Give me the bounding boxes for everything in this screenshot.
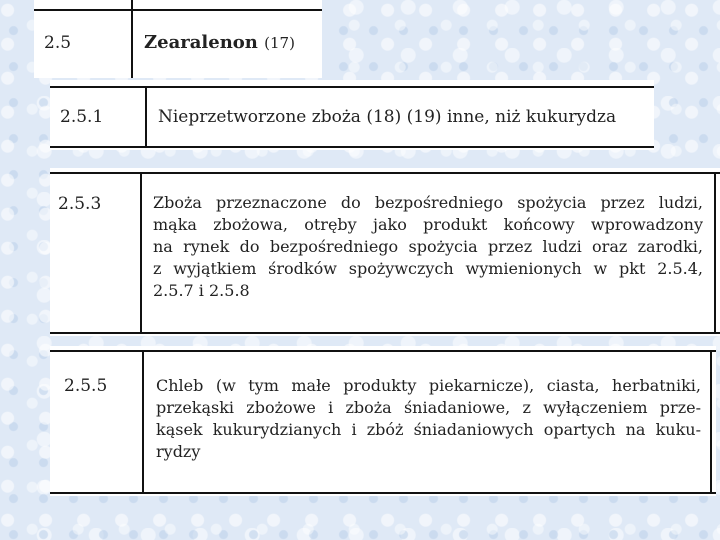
- column-divider: [131, 0, 133, 78]
- footnote-19: (19): [406, 107, 442, 127]
- text-line-3: kąsek kukurydzianych i zbóż śniadaniowych opartych na kuku-: [156, 420, 701, 439]
- text-line-5: 2.5.7 i 2.5.8: [153, 281, 250, 300]
- text-line-2: mąka zbożowa, otręby jako produkt końcowy wprowadzony: [153, 215, 703, 234]
- row-text: [156, 375, 701, 463]
- text-line-2: przekąski zbożowe i zboża śniadaniowe, z wyłączeniem prze-: [156, 398, 701, 417]
- column-divider: [145, 86, 147, 148]
- row-2-5-1-clip: [50, 80, 654, 150]
- text-line-4: rydzy: [156, 442, 201, 461]
- column-divider: [142, 350, 144, 494]
- row-number: 2.5.3: [58, 194, 102, 214]
- right-border: [714, 172, 716, 334]
- row-text: [158, 106, 616, 128]
- text-line-4: z wyjątkiem środków spożywczych wymienionych w pkt 2.5.4,: [153, 259, 703, 278]
- row-2-5-3-clip: [50, 168, 720, 336]
- row-text-before: Nieprzetworzone zboża: [158, 107, 361, 127]
- row-2-5-5-clip: [50, 346, 716, 496]
- footnote-18: (18): [366, 107, 402, 127]
- text-line-1: Zboża przeznaczone do bezpośredniego spożycia przez ludzi,: [153, 193, 703, 212]
- top-rule: [50, 86, 654, 88]
- top-rule: [50, 172, 720, 174]
- text-line-1: Chleb (w tym małe produkty piekarnicze), ciasta, herbatniki,: [156, 376, 701, 395]
- column-divider: [140, 172, 142, 334]
- section-number: 2.5: [44, 33, 72, 53]
- bottom-rule: [50, 146, 654, 148]
- right-border: [710, 350, 712, 494]
- section-title: [144, 32, 295, 53]
- row-text-after: inne, niż kukurydza: [446, 107, 617, 127]
- bottom-rule: [50, 332, 720, 334]
- text-line-3: na rynek do bezpośredniego spożycia przez ludzi oraz zarodki,: [153, 237, 703, 256]
- row-number: 2.5.5: [64, 376, 108, 396]
- row-number: 2.5.1: [60, 107, 104, 127]
- section-2-5-clip: [34, 0, 322, 78]
- section-title-footnote: (17): [264, 34, 295, 52]
- bottom-rule: [50, 492, 716, 494]
- top-rule: [34, 9, 322, 11]
- top-rule: [50, 350, 716, 352]
- row-text: [153, 192, 703, 302]
- section-title-text: Zearalenon: [144, 32, 258, 53]
